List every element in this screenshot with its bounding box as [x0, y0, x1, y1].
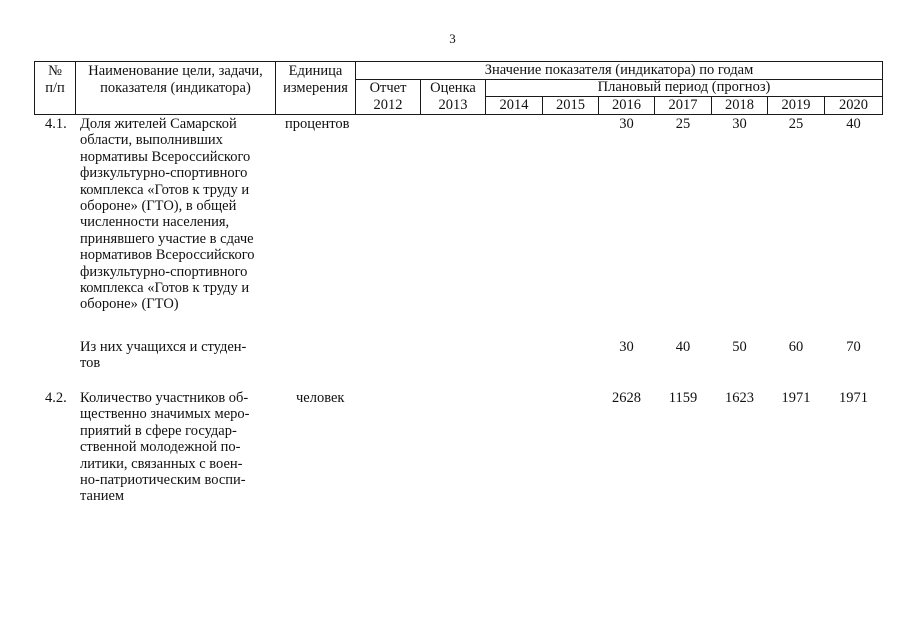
row-unit: человек [296, 390, 345, 406]
header-num-line2: п/п [45, 80, 65, 96]
row-value: 1623 [725, 390, 754, 406]
row-name-line: численности населения, [80, 214, 230, 231]
row-name-line: ственной молодежной по- [80, 439, 241, 456]
header-plan-year: 2016 [612, 97, 641, 113]
row-value: 1159 [668, 390, 698, 406]
row-name-line: комплекса «Готов к труду и [80, 280, 250, 296]
row-value: 30 [732, 116, 747, 132]
row-value: 25 [675, 116, 691, 132]
page-number: 3 [449, 31, 456, 46]
row-name-line: области, выполнивших [80, 132, 223, 149]
row-value: 50 [732, 339, 747, 355]
row-value: 40 [675, 339, 691, 355]
row-unit: процентов [285, 116, 350, 132]
row-name-line: Количество участников об- [80, 390, 249, 406]
row-value: 1971 [839, 390, 868, 406]
header-estimate-year: 2013 [438, 97, 468, 113]
row-name-line: но-патриотическим воспи- [80, 472, 246, 488]
row-name-line: приятий в сфере государ- [80, 422, 237, 439]
header-plan-year: 2019 [781, 97, 811, 113]
row-name-line: комплекса «Готов к труду и [80, 181, 250, 198]
row-name-line: принявшего участие в сдаче [80, 230, 254, 247]
row-name-line: Из них учащихся и студен- [80, 339, 247, 355]
row-value: 1971 [781, 390, 811, 406]
row-name-line: нормативов Всероссийского [80, 247, 255, 264]
row-value: 70 [846, 339, 861, 355]
row-name-line: тов [80, 355, 101, 372]
header-num-line1: № [48, 63, 62, 79]
row-name-line: физкультурно-спортивного [80, 165, 248, 182]
header-plan-title: Плановый период (прогноз) [597, 79, 771, 95]
row-number: 4.1. [45, 116, 67, 132]
row-value: 30 [619, 116, 634, 132]
header-unit-line2: измерения [283, 80, 348, 96]
row-name-line: Доля жителей Самарской [80, 116, 237, 132]
header-plan-year: 2020 [839, 97, 868, 113]
header-unit-line1: Единица [288, 63, 343, 79]
header-plan-year: 2014 [499, 97, 529, 113]
row-name-line: литики, связанных с воен- [80, 455, 243, 472]
header-report-year: 2012 [373, 97, 403, 113]
header-plan-year: 2017 [668, 97, 698, 113]
header-name-line2: показателя (индикатора) [100, 80, 251, 96]
table-border-right [882, 61, 883, 115]
row-number: 4.2. [45, 390, 67, 406]
row-name-line: физкультурно-спортивного [80, 263, 248, 280]
header-estimate-label: Оценка [430, 80, 476, 96]
header-name-line1: Наименование цели, задачи, [88, 63, 263, 79]
row-value: 40 [846, 116, 861, 132]
row-value: 25 [788, 116, 804, 132]
row-value: 60 [788, 339, 804, 355]
header-plan-year: 2018 [725, 97, 754, 113]
row-name-line: обороне» (ГТО), в общей [80, 198, 237, 214]
row-value: 2628 [612, 390, 641, 406]
row-value: 30 [619, 339, 634, 355]
row-name-line: обороне» (ГТО) [80, 296, 179, 313]
header-report-label: Отчет [369, 80, 407, 96]
table-rule-header-bottom [34, 114, 883, 115]
header-plan-year: 2015 [556, 97, 585, 113]
row-name-line: нормативы Всероссийского [80, 148, 251, 165]
header-value-title: Значение показателя (индикатора) по годам [484, 62, 754, 78]
row-name-line: щественно значимых меро- [80, 406, 250, 423]
row-name-line: танием [80, 488, 125, 505]
